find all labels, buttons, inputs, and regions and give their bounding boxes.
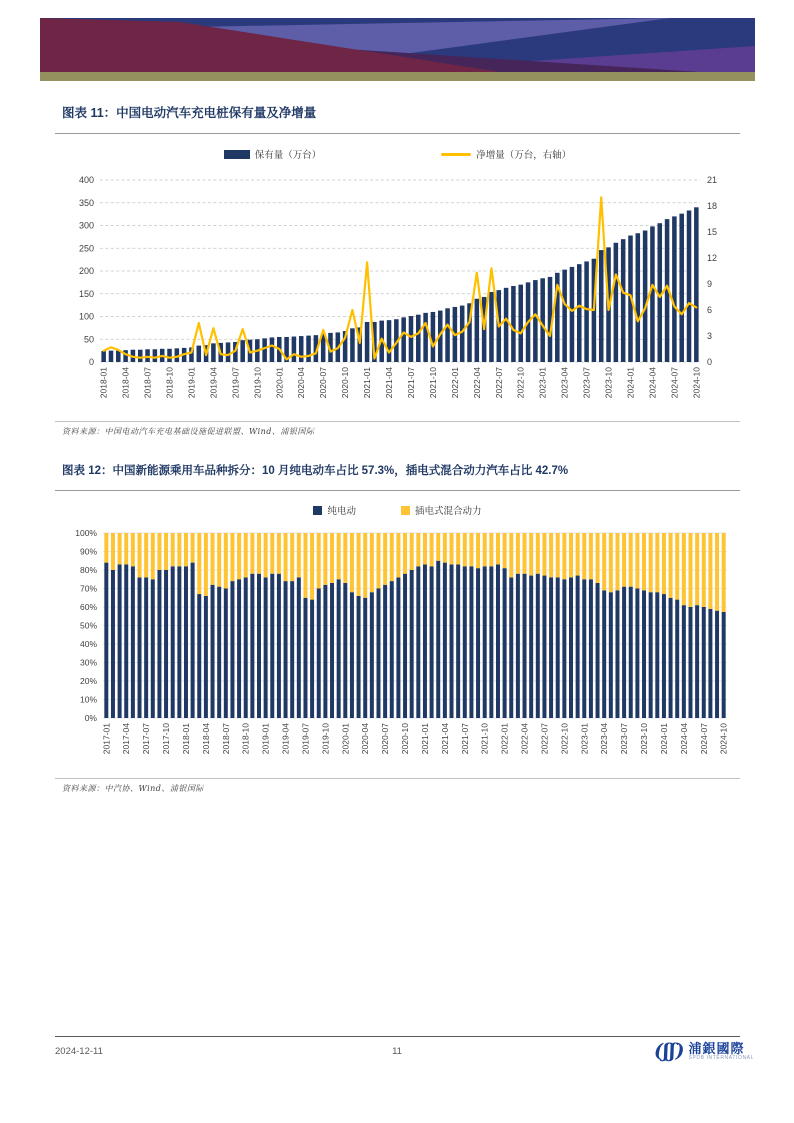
svg-text:70%: 70% — [79, 583, 97, 594]
svg-text:2023-04: 2023-04 — [599, 723, 610, 755]
svg-text:2018-10: 2018-10 — [164, 367, 175, 399]
svg-text:300: 300 — [78, 220, 94, 231]
svg-text:2023-07: 2023-07 — [619, 723, 630, 755]
figure12-title-rule — [55, 490, 740, 491]
svg-text:100: 100 — [78, 311, 94, 322]
svg-text:40%: 40% — [79, 639, 97, 649]
svg-text:2021-10: 2021-10 — [427, 367, 438, 399]
svg-text:6: 6 — [707, 305, 713, 315]
svg-text:60%: 60% — [79, 602, 97, 612]
legend-label-phev: 插电式混合动力 — [415, 506, 482, 517]
phev-swatch-icon — [401, 506, 410, 515]
svg-text:0: 0 — [88, 357, 94, 367]
svg-text:2021-10: 2021-10 — [479, 723, 490, 755]
svg-text:80%: 80% — [79, 565, 97, 575]
svg-text:2024-01: 2024-01 — [658, 723, 669, 755]
svg-text:2020-01: 2020-01 — [340, 723, 351, 755]
svg-text:20%: 20% — [79, 676, 97, 686]
legend-label-stock: 保有量（万台） — [254, 150, 322, 161]
footer-date: 2024-12-11 — [55, 1046, 103, 1057]
bev-swatch-icon — [313, 506, 322, 515]
banner-olive-strip — [40, 72, 755, 81]
figure12-title: 图表 12：中国新能源乘用车品种拆分：10 月纯电动车占比 57.3%，插电式混合动力汽车占比 42.7% — [62, 465, 569, 477]
figure11-title: 图表 11：中国电动汽车充电桩保有量及净增量 — [62, 106, 317, 120]
svg-text:2019-01: 2019-01 — [186, 367, 197, 399]
svg-text:2017-04: 2017-04 — [121, 723, 132, 755]
svg-text:2022-07: 2022-07 — [539, 723, 550, 755]
logo-mark-icon: (ʃʃ) — [653, 1040, 685, 1063]
svg-text:2018-04: 2018-04 — [120, 367, 131, 399]
svg-text:2021-01: 2021-01 — [419, 723, 430, 755]
footer-rule — [55, 1036, 740, 1037]
svg-text:2020-10: 2020-10 — [340, 367, 351, 399]
svg-text:2024-04: 2024-04 — [647, 367, 658, 399]
svg-text:2022-10: 2022-10 — [559, 723, 570, 755]
svg-text:2020-07: 2020-07 — [318, 367, 329, 399]
svg-text:12: 12 — [707, 253, 718, 263]
svg-text:50: 50 — [83, 334, 94, 345]
svg-text:2018-10: 2018-10 — [240, 723, 251, 755]
svg-text:15: 15 — [707, 227, 718, 237]
svg-text:2020-04: 2020-04 — [296, 367, 307, 399]
logo-text — [689, 1042, 754, 1062]
svg-text:2021-04: 2021-04 — [384, 367, 395, 399]
logo-cn-name: 浦銀國際 — [688, 1041, 745, 1056]
svg-text:400: 400 — [78, 175, 94, 185]
chart-charging-piles — [50, 166, 750, 418]
svg-text:2019-07: 2019-07 — [230, 367, 241, 399]
svg-text:2022-07: 2022-07 — [493, 367, 504, 399]
svg-text:30%: 30% — [79, 657, 97, 668]
svg-text:2023-04: 2023-04 — [559, 367, 570, 399]
svg-text:2021-01: 2021-01 — [362, 367, 373, 399]
svg-text:2021-07: 2021-07 — [405, 367, 416, 399]
svg-text:2017-10: 2017-10 — [161, 723, 172, 755]
svg-text:2022-10: 2022-10 — [515, 367, 526, 399]
svg-text:2020-07: 2020-07 — [380, 723, 391, 755]
figure11-source: 资料来源：中国电动汽车充电基础设施促进联盟、Wind、浦银国际 — [62, 427, 315, 436]
legend-item-bev — [313, 503, 356, 517]
svg-text:90%: 90% — [79, 546, 97, 557]
figure11-title-rule — [55, 133, 740, 134]
svg-text:2022-04: 2022-04 — [471, 367, 482, 399]
svg-text:10%: 10% — [79, 694, 97, 705]
svg-text:2021-07: 2021-07 — [459, 723, 470, 755]
stock-bar-swatch-icon — [224, 150, 250, 159]
svg-text:2021-04: 2021-04 — [439, 723, 450, 755]
svg-text:2018-01: 2018-01 — [180, 723, 191, 755]
svg-text:2018-07: 2018-07 — [142, 367, 153, 399]
svg-text:9: 9 — [707, 279, 713, 289]
svg-text:2019-04: 2019-04 — [208, 367, 219, 399]
banner-graphic — [40, 18, 755, 72]
svg-text:2017-07: 2017-07 — [141, 723, 152, 755]
svg-text:250: 250 — [78, 243, 94, 254]
footer-page-number: 11 — [392, 1046, 402, 1057]
svg-text:2024-10: 2024-10 — [691, 367, 702, 399]
figure12-source: 资料来源：中汽协、Wind、浦银国际 — [62, 784, 204, 793]
svg-text:2019-01: 2019-01 — [260, 723, 271, 755]
svg-text:2019-10: 2019-10 — [252, 367, 263, 399]
svg-text:50%: 50% — [79, 620, 97, 631]
svg-text:200: 200 — [78, 266, 94, 276]
svg-text:2017-01: 2017-01 — [101, 723, 112, 755]
svg-text:2023-01: 2023-01 — [537, 367, 548, 399]
logo-en-name: SPDB INTERNATIONAL — [688, 1055, 754, 1062]
svg-text:18: 18 — [707, 201, 718, 211]
svg-text:2024-04: 2024-04 — [678, 723, 689, 755]
svg-text:2023-01: 2023-01 — [579, 723, 590, 755]
svg-text:2023-07: 2023-07 — [581, 367, 592, 399]
svg-text:2018-04: 2018-04 — [200, 723, 211, 755]
legend-label-net-increase: 净增量（万台，右轴） — [476, 150, 572, 161]
figure12-bottom-rule — [55, 778, 740, 779]
legend-item-net-increase — [441, 147, 571, 161]
svg-text:2022-01: 2022-01 — [499, 723, 510, 755]
svg-text:2023-10: 2023-10 — [603, 367, 614, 399]
legend-label-bev: 纯电动 — [327, 506, 356, 517]
svg-text:2022-01: 2022-01 — [449, 367, 460, 399]
svg-text:2024-10: 2024-10 — [718, 723, 729, 755]
svg-text:150: 150 — [78, 288, 94, 299]
svg-text:0: 0 — [707, 357, 713, 367]
svg-text:2024-01: 2024-01 — [625, 367, 636, 399]
svg-text:2024-07: 2024-07 — [698, 723, 709, 755]
company-logo — [654, 1042, 754, 1062]
svg-text:2020-10: 2020-10 — [400, 723, 411, 755]
svg-text:3: 3 — [707, 331, 713, 341]
svg-text:2019-07: 2019-07 — [300, 723, 311, 755]
svg-text:2018-07: 2018-07 — [220, 723, 231, 755]
figure11-bottom-rule — [55, 421, 740, 422]
svg-text:2020-01: 2020-01 — [274, 367, 285, 399]
svg-text:350: 350 — [78, 197, 94, 208]
svg-text:2023-10: 2023-10 — [639, 723, 650, 755]
figure12-legend — [55, 503, 740, 517]
legend-item-phev — [401, 503, 482, 517]
svg-text:100%: 100% — [75, 528, 97, 538]
svg-text:2019-04: 2019-04 — [280, 723, 291, 755]
chart-nev-split — [50, 522, 750, 776]
svg-text:2020-04: 2020-04 — [360, 723, 371, 755]
figure11-legend — [55, 147, 740, 161]
svg-text:2018-01: 2018-01 — [98, 367, 109, 399]
legend-item-stock — [224, 147, 322, 161]
svg-text:0%: 0% — [84, 713, 97, 723]
svg-text:2022-04: 2022-04 — [519, 723, 530, 755]
svg-text:21: 21 — [707, 175, 718, 185]
net-increase-line-swatch-icon — [441, 153, 471, 156]
svg-text:2019-10: 2019-10 — [320, 723, 331, 755]
svg-text:2024-07: 2024-07 — [669, 367, 680, 399]
